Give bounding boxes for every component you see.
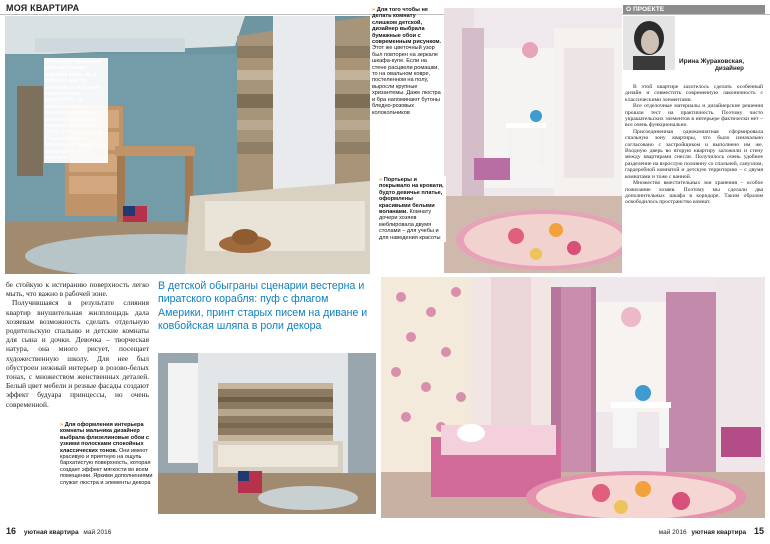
- left-page-number: 16: [6, 526, 17, 536]
- designer-role: дизайнер: [715, 65, 744, 72]
- designer-photo: [623, 16, 675, 70]
- caption-wallpaper-text: Этот же цветочный узор был повторен на зеркале шкафа-купе. Если на стене расцвели ромашки, то на овальном ковре, постеленном на полу, выросли крупные хризантемы. Даже люстра и бра напоминают бутоны бледно-розовых колокольчиков: [372, 45, 441, 116]
- footer-right: [659, 526, 764, 536]
- caption-arrow-icon: »: [372, 7, 376, 13]
- caption-arrow-icon-2: »: [379, 177, 383, 183]
- caption-arrow-icon-3: »: [60, 422, 64, 428]
- photo-boy-room-sofa: [158, 353, 376, 514]
- caption-boy-room-text: Они имеют красивую и приятную на ощупь бархатистую поверхность, которая создает эффект мягкости во всем помещении. Яркими дополнениями служат люстра и элементы декора: [60, 447, 153, 486]
- photo1-caption-bold: В комнате мальчика есть не только игровая зона, но и рабочее место.: [45, 59, 101, 85]
- photo1-caption-text: Учебники и любимые книжки можно разместить на открытых полках шкафчика. Мебель в немного грубоватой мужской стилистике была куплена готовой. Поддерживает тематику интерьера и пошитый на заказ текстиль: [45, 84, 104, 162]
- right-page-number: 15: [753, 526, 764, 536]
- photo-girl-room-large: [381, 277, 765, 518]
- about-paragraph-1: В этой квартире захотелось сделать особенный дизайн и совместить современную лаконичность с классическими элементами.: [625, 84, 763, 103]
- caption-curtains-bold: Портьеры и покрывало на кровати, будто девичье платье, оформлены красивыми белыми воланами.: [379, 177, 444, 216]
- photo-girl-room-large-image: [381, 277, 765, 518]
- right-magazine-name: уютная квартира: [691, 529, 747, 536]
- photo1-caption: [44, 58, 108, 163]
- pull-quote: В детской обыграны сценарии вестерна и пиратского корабля: пуф с флагом Америки, принт старых писем на диване и ковбойская шляпа в роли декора: [158, 280, 368, 333]
- page16-body-text: [6, 280, 149, 409]
- caption-curtains: [378, 176, 446, 242]
- caption-wallpaper-bold: Для того чтобы не делать комнату слишком детской, дизайнер выбрала бумажные обои с современным рисунком.: [372, 7, 442, 46]
- about-project: [623, 5, 765, 206]
- about-paragraph-2: Все отделочные материалы и дизайнерские решения прошли тест на практичность. Поэтому чисто украшательских элементов в интерьере фактически нет – все очень функционально.: [625, 103, 763, 129]
- photo-boy-room-sofa-image: [158, 353, 376, 514]
- designer-photo-image: [623, 16, 675, 70]
- caption-curtains-text: Комнату дочери хозяев меблировала двумя столами – для учебы и для наведения красоты: [379, 209, 441, 241]
- designer-name: Ирина Журакoвская,: [679, 58, 745, 65]
- page16-paragraph-2: Получившаяся в результате слияния квартир внушительная жилплощадь дала хозяевам возможность сделать отдельную родительскую спальню и детские комнаты для сына и дочки. Девочка – творческая натура, она много рисует, посещает художественную школу. Для нее был обустроен нежный интерьер в розово-белых тонах, с множеством женственных деталей. Белый цвет мебели и резные фасады создают эффект будуара принцессы, но очень современной.: [6, 298, 149, 409]
- about-paragraph-4: Множество вместительных зон хранения – особое пожелание хозяев. Поэтому мы сделали два дополнительных шкафа в коридоре. Таким образом освободилось пространство комнат.: [625, 180, 763, 206]
- footer-left: [6, 526, 111, 536]
- section-label: МОЯ КВАРТИРА: [6, 3, 80, 13]
- caption-boy-room: [60, 422, 155, 486]
- page16-paragraph-1: бе стойкую к истиранию поверхность легко мыть, что важно в рабочей зоне.: [6, 280, 149, 299]
- about-paragraph-3: Присоединенная однокомнатная сформировала спальную зону квартиры, что было изначально согласовано с застройщиком и выполнено им же. Входную дверь во вторую квартиру заложили и стену между квартирами снесли. Получилось очень удобное разделение на взрослую половину со спальней, санузлом, гардеробной комнатой и детскую территорию – с двумя комнатами и тоже с ванной.: [625, 128, 763, 180]
- about-header: О ПРОЕКТЕ: [623, 5, 765, 14]
- photo-girl-room-wide-image: [444, 8, 622, 273]
- caption-wallpaper: [372, 7, 442, 116]
- photo-girl-room-wide: [444, 8, 622, 273]
- left-magazine-name: уютная квартира: [23, 529, 79, 536]
- caption-boy-room-bold: Для оформления интерьера комнаты мальчика дизайнер выбрала флизелиновые обои с узкими полосками спокойных классических тонов.: [60, 422, 150, 454]
- left-issue: май 2016: [83, 529, 112, 536]
- right-issue: май 2016: [658, 529, 687, 536]
